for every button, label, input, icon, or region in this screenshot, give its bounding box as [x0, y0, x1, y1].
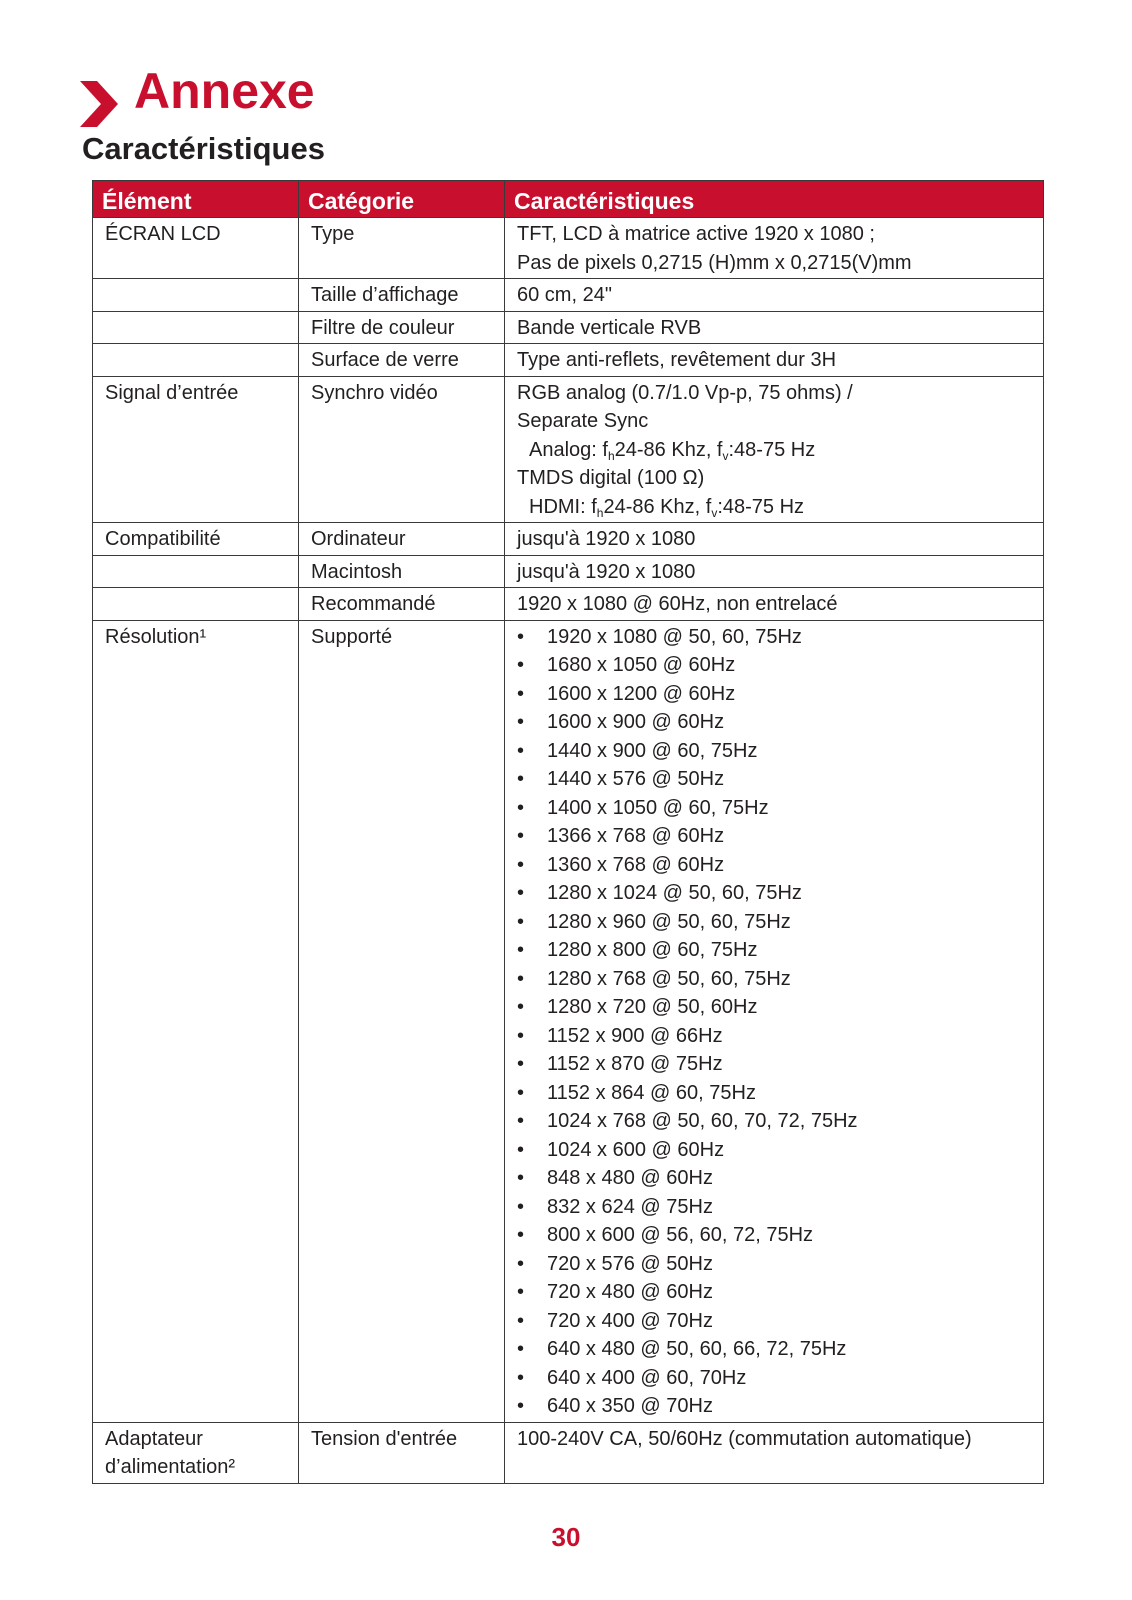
list-item	[517, 623, 1031, 652]
list-item	[517, 993, 1031, 1022]
list-item	[517, 1278, 1031, 1307]
list-item	[517, 1050, 1031, 1079]
value-cell: Type anti-reflets, revêtement dur 3H	[505, 344, 1044, 377]
bullet: •	[517, 1281, 525, 1303]
list-item	[517, 1107, 1031, 1136]
resolution-value: 720 x 400 @ 70Hz	[547, 1309, 713, 1332]
header-element: Élément	[93, 181, 299, 218]
value-cell: jusqu'à 1920 x 1080	[505, 555, 1044, 588]
value-cell	[505, 620, 1044, 1422]
list-item	[517, 1136, 1031, 1165]
resolution-value: 1600 x 900 @ 60Hz	[547, 711, 725, 733]
bullet: •	[517, 825, 525, 847]
list-item	[517, 1392, 1031, 1421]
element-cell	[93, 1422, 299, 1483]
bullet: •	[517, 996, 525, 1018]
element-cell: Compatibilité	[93, 523, 299, 556]
table-row	[93, 279, 1044, 312]
page-number: 30	[551, 1522, 581, 1552]
value-line: Pas de pixels 0,2715 (H)mm x 0,2715(V)mm	[517, 251, 912, 274]
bullet: •	[517, 967, 525, 990]
list-item	[517, 936, 1031, 965]
element-cell: Signal d’entrée	[93, 376, 299, 523]
list-item	[517, 1364, 1031, 1393]
table-row	[93, 588, 1044, 621]
table-row	[93, 555, 1044, 588]
value-cell: 60 cm, 24"	[505, 279, 1044, 312]
bullet: •	[517, 1167, 525, 1189]
element-cell	[93, 344, 299, 377]
bullet: •	[517, 1309, 525, 1332]
resolution-value: 848 x 480 @ 60Hz	[547, 1167, 713, 1189]
bullet: •	[517, 796, 525, 819]
value-line: TFT, LCD à matrice active 1920 x 1080 ;	[517, 223, 875, 245]
list-item	[517, 1250, 1031, 1279]
chevron-right-icon	[80, 81, 118, 127]
value-cell: 100-240V CA, 50/60Hz (commutation automatique)	[505, 1422, 1044, 1483]
value-line: Separate Sync	[517, 410, 649, 432]
value-cell	[505, 376, 1044, 523]
list-item	[517, 765, 1031, 794]
header-specifications: Caractéristiques	[505, 181, 1044, 218]
resolution-value: 1280 x 768 @ 50, 60, 75Hz	[547, 967, 791, 990]
bullet: •	[517, 1138, 525, 1161]
resolution-value: 1920 x 1080 @ 50, 60, 75Hz	[547, 625, 802, 648]
bullet: •	[517, 654, 525, 676]
resolution-value: 1400 x 1050 @ 60, 75Hz	[547, 796, 769, 819]
list-item	[517, 1193, 1031, 1222]
bullet: •	[517, 739, 525, 762]
list-item	[517, 1221, 1031, 1250]
resolution-value: 832 x 624 @ 75Hz	[547, 1195, 713, 1218]
category-cell: Type	[299, 218, 505, 279]
resolution-value: 1440 x 900 @ 60, 75Hz	[547, 739, 758, 762]
list-item	[517, 1022, 1031, 1051]
resolution-value: 800 x 600 @ 56, 60, 72, 75Hz	[547, 1224, 814, 1246]
bullet: •	[517, 1395, 525, 1417]
resolution-value: 1280 x 960 @ 50, 60, 75Hz	[547, 910, 791, 933]
resolution-value: 1440 x 576 @ 50Hz	[547, 768, 725, 790]
bullet: •	[517, 1024, 525, 1047]
value-line: RGB analog (0.7/1.0 Vp-p, 75 ohms) /	[517, 381, 853, 404]
table-row	[93, 311, 1044, 344]
header-category: Catégorie	[299, 181, 505, 218]
bullet: •	[517, 853, 525, 876]
list-item	[517, 1307, 1031, 1336]
list-item	[517, 879, 1031, 908]
resolution-value: 1600 x 1200 @ 60Hz	[547, 682, 736, 705]
list-item	[517, 737, 1031, 766]
hdmi-frequency-line: HDMI: $f_h24-86$ Khz, $f_v:48-75$ Hz	[529, 495, 805, 520]
list-item	[517, 708, 1031, 737]
list-item	[517, 1164, 1031, 1193]
list-item	[517, 651, 1031, 680]
resolution-value: 640 x 480 @ 50, 60, 66, 72, 75Hz	[547, 1338, 847, 1360]
analog-frequency-line: Analog: $f_h24-86$ Khz, $f_v:48-75$ Hz	[529, 438, 816, 463]
value-line: d’alimentation²	[105, 1456, 236, 1478]
element-cell	[93, 311, 299, 344]
bullet: •	[517, 625, 525, 648]
category-cell: Taille d’affichage	[299, 279, 505, 312]
bullet: •	[517, 910, 525, 933]
table-row	[93, 218, 1044, 279]
bullet: •	[517, 768, 525, 790]
bullet: •	[517, 1195, 525, 1218]
list-item	[517, 1335, 1031, 1364]
category-cell: Synchro vidéo	[299, 376, 505, 523]
table-row	[93, 344, 1044, 377]
element-cell: Résolution¹	[93, 620, 299, 1422]
category-cell: Filtre de couleur	[299, 311, 505, 344]
specifications-table	[92, 180, 1044, 1484]
category-cell: Macintosh	[299, 555, 505, 588]
list-item	[517, 1079, 1031, 1108]
resolution-value: 640 x 400 @ 60, 70Hz	[547, 1366, 747, 1389]
list-item	[517, 680, 1031, 709]
bullet: •	[517, 1366, 525, 1389]
value-line: Adaptateur	[105, 1427, 203, 1450]
table-row	[93, 523, 1044, 556]
value-cell	[505, 218, 1044, 279]
element-cell	[93, 588, 299, 621]
resolution-value: 1680 x 1050 @ 60Hz	[547, 654, 736, 676]
bullet: •	[517, 1110, 525, 1132]
bullet: •	[517, 1252, 525, 1275]
section-title: Caractéristiques	[82, 131, 325, 166]
table-row	[93, 620, 1044, 1422]
bullet: •	[517, 682, 525, 705]
category-cell: Supporté	[299, 620, 505, 1422]
element-cell	[93, 279, 299, 312]
table-row	[93, 376, 1044, 523]
bullet: •	[517, 939, 525, 961]
table-row	[93, 1422, 1044, 1483]
element-cell	[93, 555, 299, 588]
resolution-value: 1152 x 864 @ 60, 75Hz	[547, 1081, 756, 1104]
table-header-row	[93, 181, 1044, 218]
list-item	[517, 851, 1031, 880]
resolution-value: 1152 x 870 @ 75Hz	[547, 1053, 723, 1075]
resolution-value: 1366 x 768 @ 60Hz	[547, 825, 725, 847]
value-line: TMDS digital (100 Ω)	[517, 467, 705, 489]
bullet: •	[517, 1224, 525, 1246]
bullet: •	[517, 1081, 525, 1104]
value-cell: jusqu'à 1920 x 1080	[505, 523, 1044, 556]
resolution-value: 1280 x 800 @ 60, 75Hz	[547, 939, 758, 961]
value-cell: 1920 x 1080 @ 60Hz, non entrelacé	[505, 588, 1044, 621]
resolution-value: 1280 x 1024 @ 50, 60, 75Hz	[547, 882, 802, 904]
list-item	[517, 908, 1031, 937]
resolution-value: 1280 x 720 @ 50, 60Hz	[547, 996, 758, 1018]
list-item	[517, 794, 1031, 823]
resolution-value: 1024 x 600 @ 60Hz	[547, 1138, 725, 1161]
list-item	[517, 965, 1031, 994]
resolution-value: 1024 x 768 @ 50, 60, 70, 72, 75Hz	[547, 1110, 858, 1132]
bullet: •	[517, 1053, 525, 1075]
bullet: •	[517, 711, 525, 733]
page-title: Annexe	[134, 63, 315, 119]
resolution-value: 720 x 480 @ 60Hz	[547, 1281, 713, 1303]
value-cell: Bande verticale RVB	[505, 311, 1044, 344]
category-cell: Surface de verre	[299, 344, 505, 377]
bullet: •	[517, 1338, 525, 1360]
category-cell: Recommandé	[299, 588, 505, 621]
list-item	[517, 822, 1031, 851]
resolution-value: 640 x 350 @ 70Hz	[547, 1395, 713, 1417]
resolution-value: 720 x 576 @ 50Hz	[547, 1252, 713, 1275]
category-cell: Ordinateur	[299, 523, 505, 556]
resolution-list	[517, 623, 1031, 1421]
bullet: •	[517, 882, 525, 904]
element-cell: ÉCRAN LCD	[93, 218, 299, 279]
category-cell: Tension d'entrée	[299, 1422, 505, 1483]
resolution-value: 1360 x 768 @ 60Hz	[547, 853, 725, 876]
resolution-value: 1152 x 900 @ 66Hz	[547, 1024, 723, 1047]
